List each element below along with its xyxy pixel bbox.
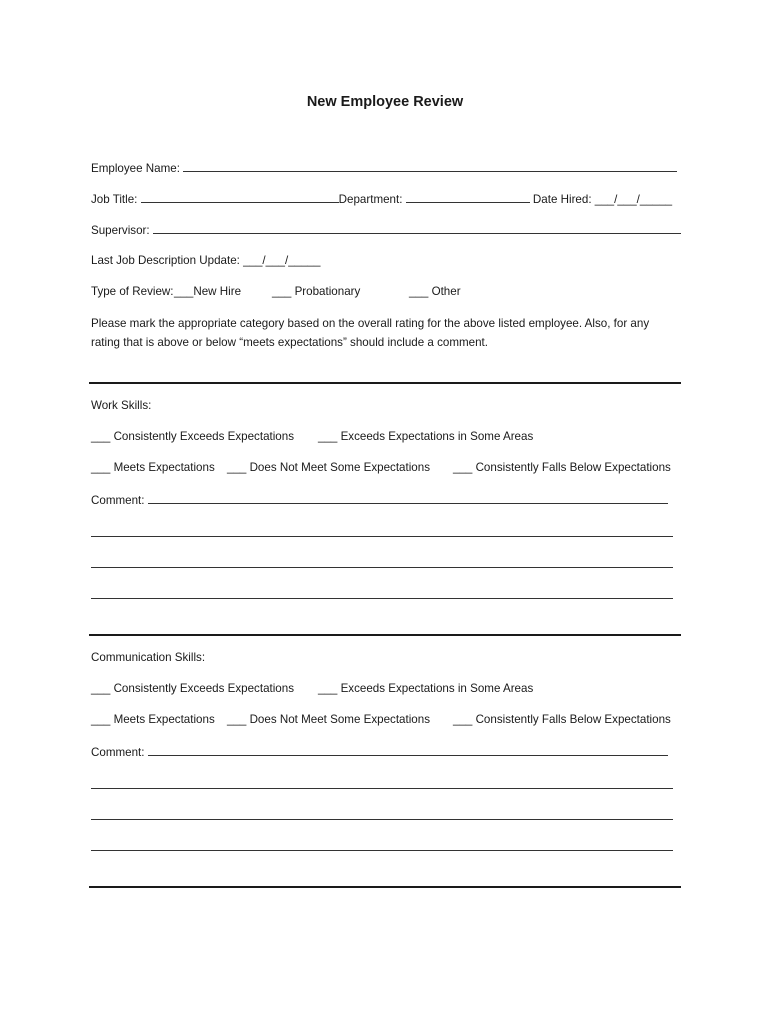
section-divider	[89, 382, 681, 384]
work-skills-heading: Work Skills:	[91, 399, 152, 412]
review-type-other[interactable]: ___ Other	[409, 285, 461, 298]
work-option-does-not-meet[interactable]: ___ Does Not Meet Some Expectations	[227, 461, 430, 474]
job-row	[91, 191, 672, 207]
work-comment-field[interactable]	[148, 492, 668, 504]
review-type-new-hire[interactable]: ___New Hire	[174, 285, 242, 298]
work-comment-line[interactable]	[91, 598, 673, 599]
employee-name-field[interactable]	[183, 160, 677, 172]
page-title: New Employee Review	[306, 94, 464, 110]
review-type-label: Type of Review:	[91, 285, 174, 298]
work-comment-label: Comment:	[91, 494, 145, 507]
job-title-label: Job Title:	[91, 193, 138, 206]
work-comment-line[interactable]	[91, 536, 673, 537]
comm-option-meets[interactable]: ___ Meets Expectations	[91, 713, 215, 726]
supervisor-field[interactable]	[153, 222, 681, 234]
instructions: Please mark the appropriate category based on the overall rating for the above listed employee. Also, for any rating that is above or below “meets expectations” should include a comment.	[91, 317, 650, 349]
supervisor-label: Supervisor:	[91, 224, 150, 237]
supervisor-row	[91, 222, 681, 238]
review-type-probationary[interactable]: ___ Probationary	[272, 285, 361, 298]
comm-comment-line[interactable]	[91, 788, 673, 789]
comm-comment-line[interactable]	[91, 850, 673, 851]
job-title-field[interactable]	[141, 191, 339, 203]
last-job-update-field[interactable]: Last Job Description Update: ___/___/_____	[91, 254, 321, 267]
work-option-consistently-exceeds[interactable]: ___ Consistently Exceeds Expectations	[91, 430, 295, 443]
comm-option-falls-below[interactable]: ___ Consistently Falls Below Expectations	[453, 713, 671, 726]
section-divider	[89, 886, 681, 888]
work-option-meets[interactable]: ___ Meets Expectations	[91, 461, 215, 474]
employee-name-label: Employee Name:	[91, 162, 180, 175]
comm-option-does-not-meet[interactable]: ___ Does Not Meet Some Expectations	[227, 713, 430, 726]
work-option-exceeds-some[interactable]: ___ Exceeds Expectations in Some Areas	[318, 430, 534, 443]
comm-comment-label: Comment:	[91, 746, 145, 759]
work-comment-line[interactable]	[91, 567, 673, 568]
department-label: Department:	[338, 193, 403, 206]
comm-comment-field[interactable]	[148, 744, 668, 756]
work-option-falls-below[interactable]: ___ Consistently Falls Below Expectations	[453, 461, 671, 474]
comm-option-exceeds-some[interactable]: ___ Exceeds Expectations in Some Areas	[318, 682, 534, 695]
employee-name-row	[91, 160, 677, 176]
communication-skills-heading: Communication Skills:	[91, 651, 206, 664]
department-field[interactable]	[406, 191, 530, 203]
comm-comment-row	[91, 744, 668, 760]
comm-comment-line[interactable]	[91, 819, 673, 820]
date-hired-field[interactable]: Date Hired: ___/___/_____	[532, 193, 673, 206]
section-divider	[89, 634, 681, 636]
work-comment-row	[91, 492, 668, 508]
comm-option-consistently-exceeds[interactable]: ___ Consistently Exceeds Expectations	[91, 682, 295, 695]
